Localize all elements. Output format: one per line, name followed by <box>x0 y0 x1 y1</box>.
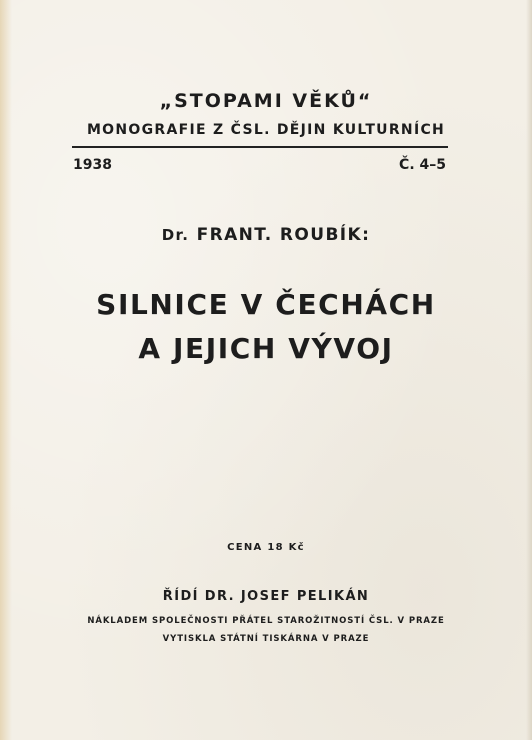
editor-line: ŘÍDÍ DR. JOSEF PELIKÁN <box>162 589 370 604</box>
author-prefix: Dr. <box>161 226 190 244</box>
book-title <box>0 283 532 371</box>
publisher-line: NÁKLADEM SPOLEČNOSTI PŘÁTEL STAROŽITNOSTÍ ČSL. V PRAZE <box>87 616 445 626</box>
series-title: „STOPAMI VĚKŮ“ <box>159 90 373 112</box>
series-subtitle: MONOGRAFIE Z ČSL. DĚJIN KULTURNÍCH <box>86 122 446 138</box>
divider-rule <box>72 146 448 148</box>
author-name: FRANT. ROUBÍK: <box>196 225 371 245</box>
publication-year: 1938 <box>73 157 112 173</box>
printer-line: VYTISKLA STÁTNÍ TISKÁRNA V PRAZE <box>162 634 370 644</box>
title-line-2: A JEJICH VÝVOJ <box>138 332 394 365</box>
price-label: CENA 18 Kč <box>227 542 305 553</box>
title-line-1: SILNICE V ČECHÁCH <box>96 288 436 321</box>
issue-number: Č. 4–5 <box>399 157 446 173</box>
author-line <box>0 225 532 245</box>
